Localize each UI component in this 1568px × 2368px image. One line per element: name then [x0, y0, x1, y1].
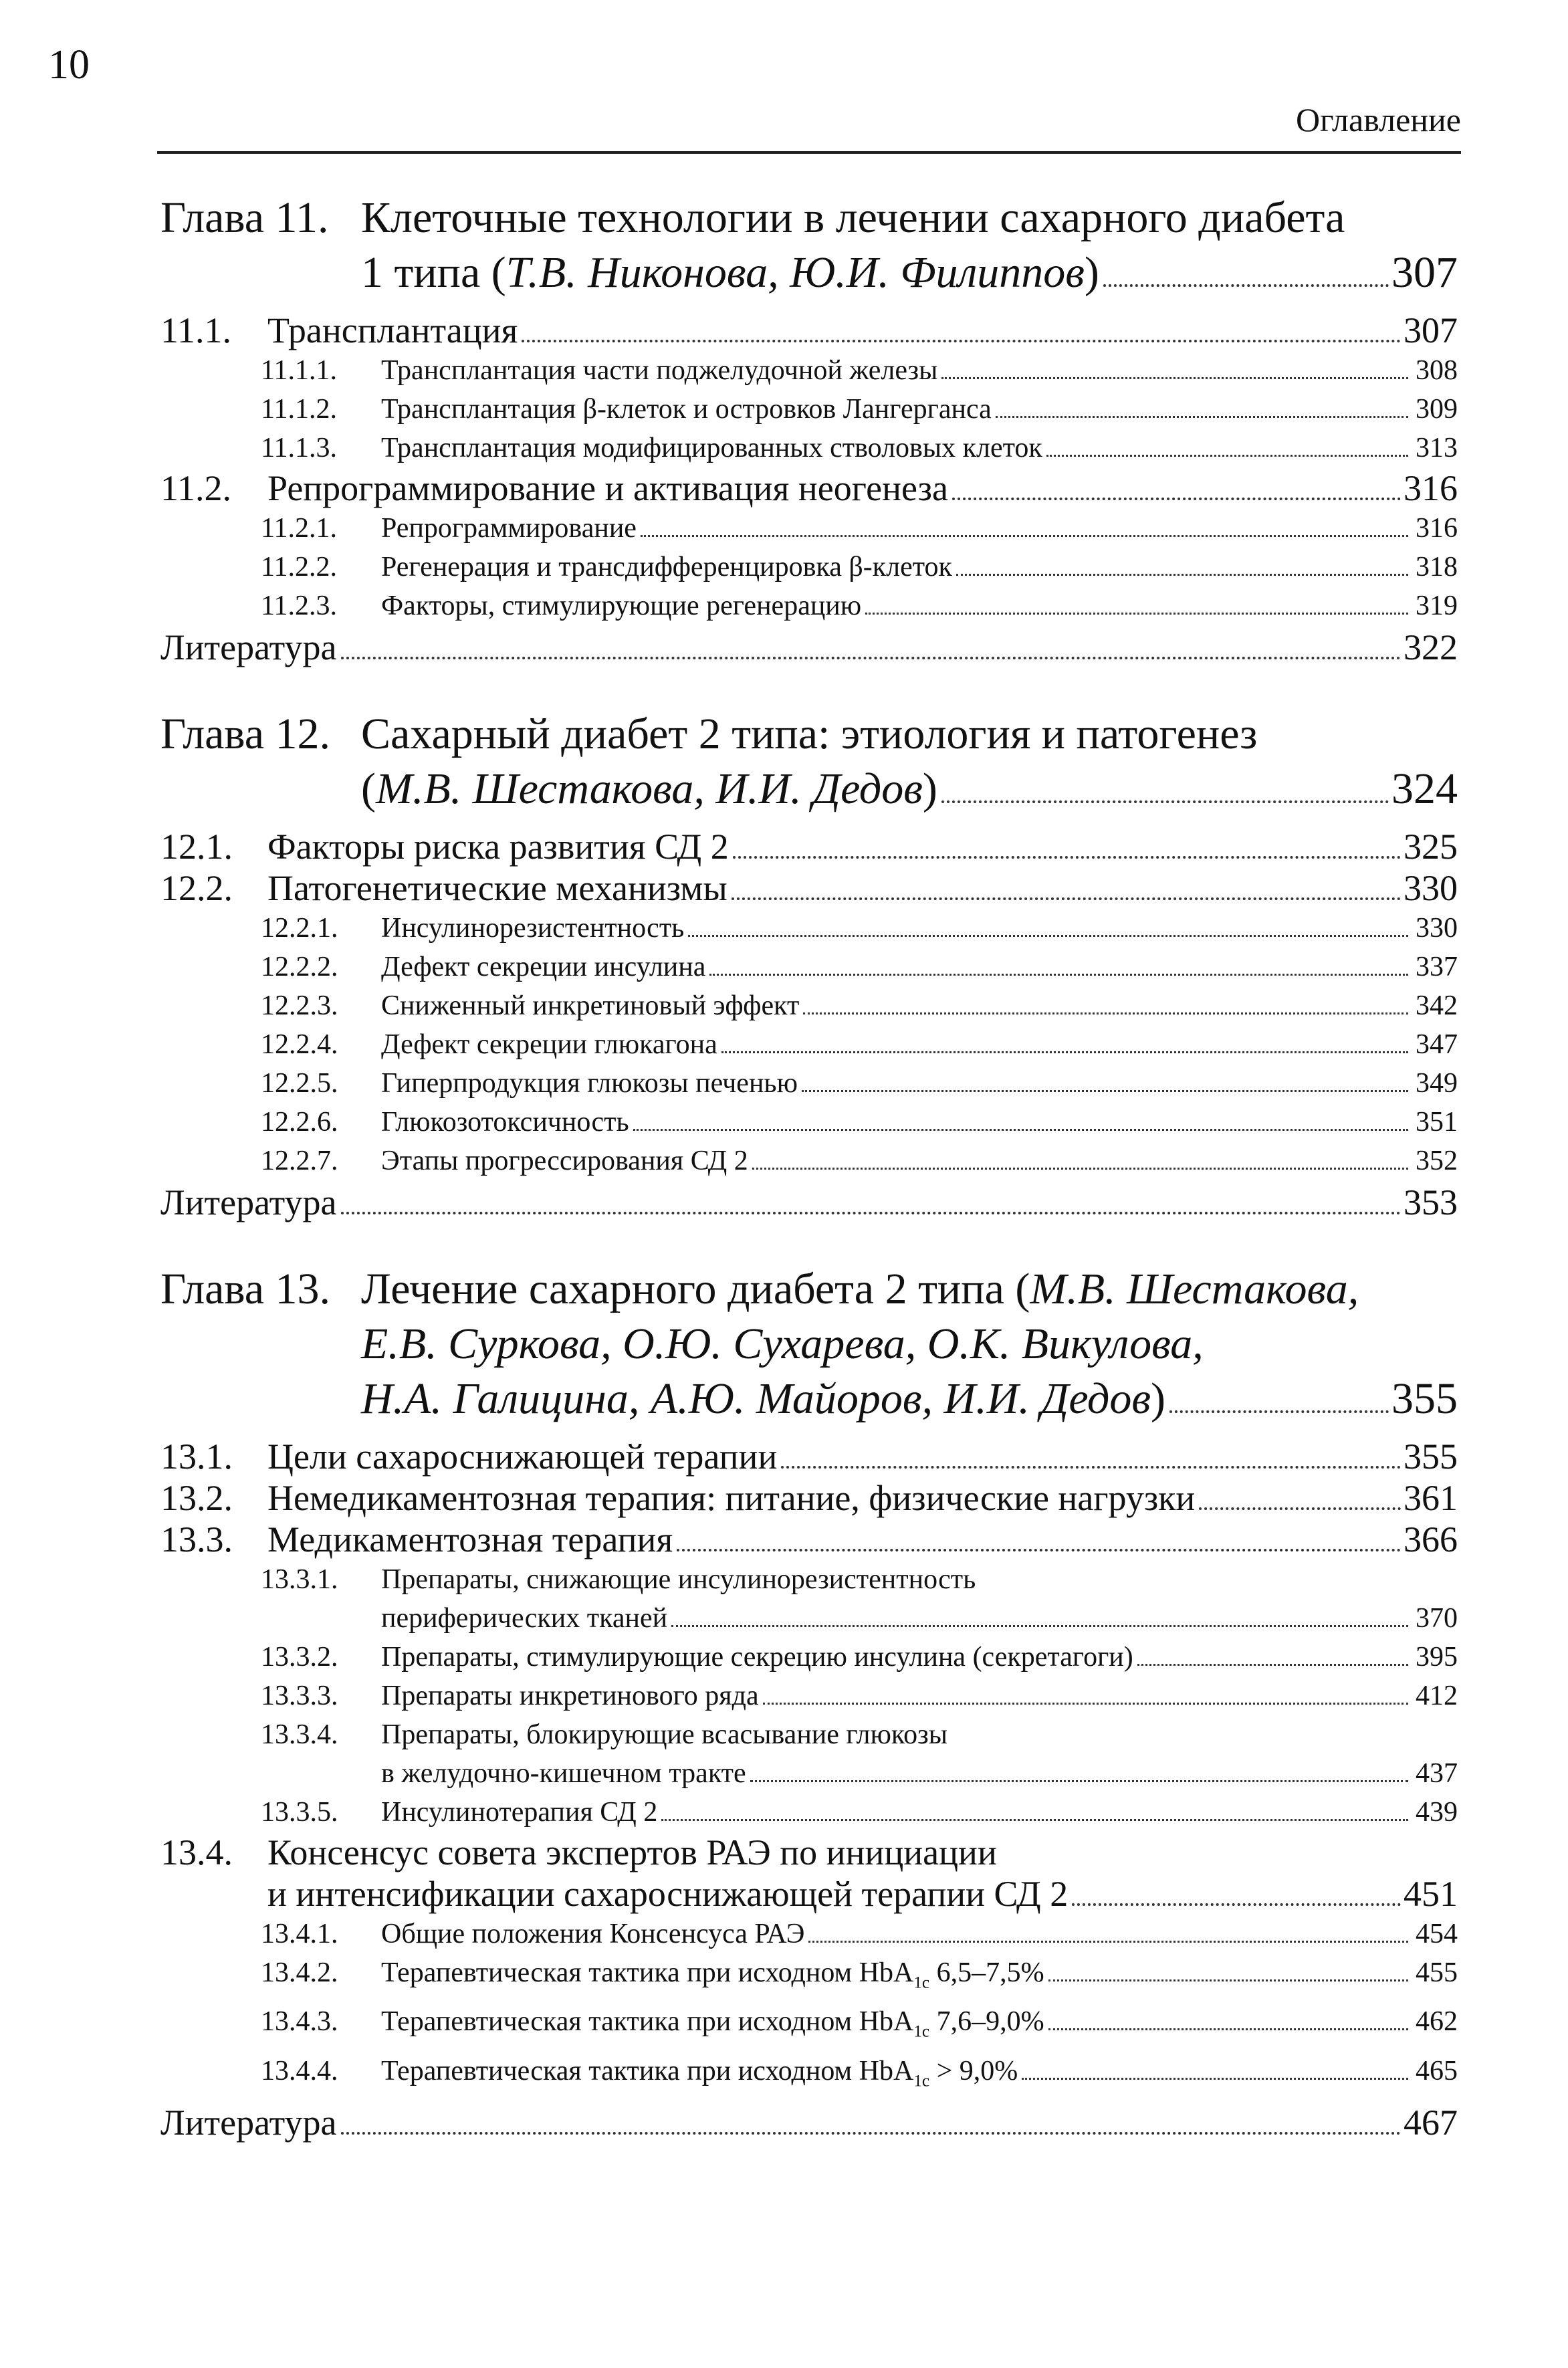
chapter-title-line: [361, 245, 1458, 300]
dot-leader: [956, 574, 1408, 576]
toc-entry[interactable]: [160, 948, 1458, 986]
dot-leader: [1046, 455, 1408, 457]
literature-page: 353: [1404, 1182, 1458, 1222]
dot-leader: [688, 935, 1408, 937]
section-number: 13.3.1.: [261, 1564, 338, 1595]
dot-leader: [808, 1941, 1408, 1943]
section-number: 13.4.1.: [261, 1919, 338, 1949]
chapter-heading: [160, 191, 1458, 300]
section-title: и интенсификации сахароснижающей терапии СД 2: [267, 1874, 1069, 1914]
section-title: [381, 1953, 1044, 2002]
section-page: 451: [1404, 1874, 1458, 1914]
title-plain: (: [361, 764, 376, 813]
section-page: 439: [1416, 1797, 1458, 1828]
section-number: 12.2.7.: [261, 1146, 338, 1176]
section-number: 13.3.2.: [261, 1642, 338, 1673]
section-title: Дефект секреции глюкагона: [381, 1029, 717, 1060]
chapter-authors: М.В. Шестакова, И.И. Дедов: [375, 764, 923, 813]
section-number: 12.2.1.: [261, 913, 338, 944]
section-page: 412: [1416, 1681, 1458, 1711]
section-title: в желудочно-кишечном тракте: [381, 1758, 746, 1789]
section-page: 318: [1416, 552, 1458, 582]
section-title: Препараты инкретинового ряда: [381, 1681, 759, 1711]
title-plain: Лечение сахарного диабета 2 типа (: [361, 1265, 1030, 1313]
section-title: Трансплантация части поджелудочной железы: [381, 355, 938, 386]
chapter-page[interactable]: 355: [1391, 1374, 1458, 1423]
section-page: 330: [1416, 913, 1458, 944]
section-number: 11.1.3.: [261, 433, 337, 463]
section-page: 316: [1404, 468, 1458, 508]
toc-entry[interactable]: [160, 1560, 1458, 1638]
header-rule: [157, 151, 1461, 154]
section-title: Консенсус совета экспертов РАЭ по инициации: [267, 1832, 997, 1872]
toc-entry[interactable]: [160, 1915, 1458, 1953]
toc-entry[interactable]: [160, 826, 1458, 867]
section-page: 361: [1404, 1478, 1458, 1518]
section-title: Репрограммирование и активация неогенеза: [267, 468, 948, 508]
chapter-title-text: [361, 762, 937, 817]
dot-leader: [996, 416, 1408, 418]
toc-entry[interactable]: [160, 351, 1458, 390]
chapter-label: Глава 13.: [160, 1265, 331, 1313]
hba-prefix: Терапевтическая тактика при исходном HbA: [381, 2055, 914, 2086]
section-number: 13.3.4.: [261, 1719, 338, 1750]
toc-entry[interactable]: [160, 867, 1458, 909]
dot-leader: [341, 657, 1401, 659]
section-number: 13.2.: [160, 1478, 233, 1518]
section-title: Репрограммирование: [381, 513, 637, 544]
section-number: 12.2.5.: [261, 1068, 338, 1099]
dot-leader: [803, 1012, 1408, 1014]
section-title: Общие положения Консенсуса РАЭ: [381, 1919, 805, 1949]
literature-label: Литература: [160, 1182, 337, 1222]
hba-range: > 9,0%: [929, 2055, 1018, 2086]
section-page: 366: [1404, 1519, 1458, 1559]
chapter-authors: М.В. Шестакова,: [1030, 1265, 1359, 1313]
toc-entry[interactable]: [160, 1436, 1458, 1477]
toc-entry[interactable]: [160, 429, 1458, 467]
section-title-block: [381, 1560, 1458, 1638]
section-number: 13.3.5.: [261, 1797, 338, 1828]
dot-leader: [633, 1129, 1408, 1131]
table-of-contents: [160, 191, 1458, 2166]
section-page: 352: [1416, 1146, 1458, 1176]
section-number: 13.1.: [160, 1436, 233, 1477]
chapter-page[interactable]: 307: [1391, 248, 1458, 297]
chapter-label: Глава 11.: [160, 193, 329, 242]
toc-entry[interactable]: [160, 586, 1458, 625]
section-title: Препараты, стимулирующие секрецию инсулина (секретагоги): [381, 1642, 1133, 1673]
dot-leader: [802, 1090, 1408, 1092]
section-number: 12.2.2.: [261, 952, 338, 982]
chapter-authors: Т.В. Никонова, Ю.И. Филиппов: [506, 248, 1085, 297]
literature-page: 322: [1404, 627, 1458, 667]
section-number: 12.2.: [160, 868, 233, 908]
section-title: Факторы риска развития СД 2: [267, 827, 729, 867]
section-number: 11.1.: [160, 310, 231, 350]
hba-subscript: 1c: [913, 2022, 930, 2041]
toc-entry[interactable]: [160, 909, 1458, 948]
dot-leader: [709, 974, 1408, 976]
literature-entry[interactable]: [160, 1182, 1458, 1223]
section-title: Инсулинорезистентность: [381, 913, 685, 944]
dot-leader: [733, 856, 1401, 859]
toc-entry[interactable]: [160, 1638, 1458, 1677]
dot-leader: [752, 1168, 1408, 1170]
title-plain: ): [1151, 1374, 1166, 1423]
section-number: 11.1.2.: [261, 394, 337, 425]
section-page: 307: [1404, 310, 1458, 350]
dot-leader: [1072, 1903, 1401, 1906]
section-title: Трансплантация: [267, 310, 518, 350]
chapter-title-line: [361, 762, 1458, 817]
section-title-row: [381, 1754, 1458, 1793]
section-page: 347: [1416, 1029, 1458, 1060]
toc-entry[interactable]: [160, 509, 1458, 548]
dot-leader: [522, 340, 1401, 342]
section-title: Трансплантация модифицированных стволовых клеток: [381, 433, 1042, 463]
section-title: периферических тканей: [381, 1603, 668, 1634]
dot-leader: [677, 1549, 1401, 1551]
chapter-label: Глава 12.: [160, 710, 331, 758]
dot-leader: [1199, 1507, 1401, 1510]
toc-entry[interactable]: [160, 1519, 1458, 1560]
section-title: Дефект секреции инсулина: [381, 952, 706, 982]
toc-entry[interactable]: [160, 986, 1458, 1025]
dot-leader: [721, 1051, 1408, 1053]
section-title: Медикаментозная терапия: [267, 1519, 673, 1559]
toc-entry[interactable]: [160, 548, 1458, 586]
section-number: 13.4.2.: [261, 1957, 338, 1988]
literature-entry[interactable]: [160, 2102, 1458, 2143]
section-number: 13.4.4.: [261, 2055, 338, 2086]
dot-leader: [1103, 284, 1389, 287]
hba-range: 7,6–9,0%: [929, 2006, 1044, 2038]
dot-leader: [941, 377, 1408, 379]
section-title: Немедикаментозная терапия: питание, физические нагрузки: [267, 1478, 1196, 1518]
section-page: 355: [1404, 1436, 1458, 1477]
dot-leader: [1048, 1979, 1408, 1981]
section-page: 337: [1416, 952, 1458, 982]
dot-leader: [661, 1819, 1408, 1821]
dot-leader: [763, 1703, 1408, 1705]
toc-entry[interactable]: [160, 1477, 1458, 1519]
dot-leader: [641, 535, 1408, 537]
hba-range: 6,5–7,5%: [929, 1957, 1044, 1988]
chapter-authors: Н.А. Галицина, А.Ю. Майоров, И.И. Дедов: [361, 1374, 1151, 1423]
section-title: Сниженный инкретиновый эффект: [381, 990, 800, 1021]
toc-entry[interactable]: [160, 1953, 1458, 2002]
section-page: 349: [1416, 1068, 1458, 1099]
toc-entry[interactable]: [160, 2052, 1458, 2101]
dot-leader: [750, 1780, 1408, 1782]
section-page: 316: [1416, 513, 1458, 544]
section-number: 13.4.: [160, 1832, 233, 1872]
literature-label: Литература: [160, 2103, 337, 2143]
chapter-title-line: Сахарный диабет 2 типа: этиология и патогенез: [361, 710, 1258, 758]
chapter-title: [361, 191, 1458, 300]
running-title: Оглавление: [1295, 101, 1461, 138]
chapter-13: [160, 1262, 1458, 2143]
hba-prefix: Терапевтическая тактика при исходном HbA: [381, 2006, 914, 2038]
section-page: 313: [1416, 433, 1458, 463]
chapter-title-text: [361, 1372, 1165, 1426]
toc-entry[interactable]: [160, 1715, 1458, 1793]
literature-entry[interactable]: [160, 627, 1458, 668]
section-title: Гиперпродукция глюкозы печенью: [381, 1068, 798, 1099]
chapter-title-line: [361, 1262, 1458, 1317]
title-plain: ): [922, 764, 937, 813]
section-page: 370: [1416, 1603, 1458, 1634]
section-page: 351: [1416, 1107, 1458, 1138]
section-page: 462: [1416, 2006, 1458, 2038]
section-title: Регенерация и трансдифференцировка β-клеток: [381, 552, 952, 582]
section-page: 319: [1416, 590, 1458, 621]
chapter-11: [160, 191, 1458, 668]
dot-leader: [341, 1212, 1401, 1214]
section-number: 11.2.3.: [261, 590, 337, 621]
section-page: 325: [1404, 827, 1458, 867]
section-title-block: [381, 1715, 1458, 1793]
toc-entry[interactable]: [160, 1142, 1458, 1180]
section-title: Препараты, снижающие инсулинорезистентность: [381, 1564, 976, 1595]
section-page: 330: [1404, 868, 1458, 908]
section-title-row: [381, 1599, 1458, 1638]
dot-leader: [781, 1466, 1401, 1469]
section-number: 11.1.1.: [261, 355, 337, 386]
toc-entry[interactable]: [160, 1793, 1458, 1832]
hba-prefix: Терапевтическая тактика при исходном HbA: [381, 1957, 914, 1988]
page-number: 10: [48, 42, 90, 88]
section-page: 437: [1416, 1758, 1458, 1789]
chapter-heading: [160, 707, 1458, 817]
section-number: 13.3.: [160, 1519, 233, 1559]
dot-leader: [952, 498, 1401, 500]
chapter-title: [361, 1262, 1458, 1426]
chapter-title-line: Клеточные технологии в лечении сахарного диабета: [361, 193, 1345, 242]
title-plain: 1 типа (: [361, 248, 506, 297]
literature-label: Литература: [160, 627, 337, 667]
section-title: Инсулинотерапия СД 2: [381, 1797, 658, 1828]
literature-page: 467: [1404, 2103, 1458, 2143]
section-title: Трансплантация β-клеток и островков Лангерганса: [381, 394, 992, 425]
section-page: 454: [1416, 1919, 1458, 1949]
section-title: Факторы, стимулирующие регенерацию: [381, 590, 862, 621]
section-number: 13.3.3.: [261, 1681, 338, 1711]
section-number: 11.2.1.: [261, 513, 337, 544]
section-number: 12.2.6.: [261, 1107, 338, 1138]
toc-entry[interactable]: [160, 1677, 1458, 1715]
dot-leader: [1137, 1664, 1408, 1666]
section-title: Этапы прогрессирования СД 2: [381, 1146, 748, 1176]
chapter-title-text: [361, 245, 1099, 300]
dot-leader: [732, 897, 1401, 900]
dot-leader: [341, 2132, 1401, 2135]
section-title: [381, 2052, 1018, 2101]
section-title: Глюкозотоксичность: [381, 1107, 629, 1138]
section-title: [381, 2002, 1044, 2051]
section-number: 12.2.4.: [261, 1029, 338, 1060]
section-title: Патогенетические механизмы: [267, 868, 727, 908]
chapter-heading: [160, 1262, 1458, 1426]
toc-entry[interactable]: [160, 2002, 1458, 2051]
toc-entry[interactable]: [160, 1025, 1458, 1064]
chapter-title-line: [361, 1372, 1458, 1426]
chapter-authors: Е.В. Суркова, О.Ю. Сухарева, О.К. Викулова,: [361, 1319, 1204, 1368]
chapter-12: [160, 707, 1458, 1223]
toc-entry[interactable]: [160, 1103, 1458, 1142]
section-title: Цели сахароснижающей терапии: [267, 1436, 778, 1477]
chapter-page[interactable]: 324: [1391, 764, 1458, 813]
dot-leader: [1022, 2078, 1408, 2080]
section-number: 13.4.3.: [261, 2006, 338, 2038]
section-number: 11.2.: [160, 468, 231, 508]
dot-leader: [865, 613, 1408, 615]
section-title: Препараты, блокирующие всасывание глюкозы: [381, 1719, 947, 1750]
dot-leader: [1048, 2028, 1408, 2030]
section-page: 395: [1416, 1642, 1458, 1673]
dot-leader: [1169, 1410, 1389, 1413]
hba-subscript: 1c: [913, 2072, 930, 2090]
section-page: 342: [1416, 990, 1458, 1021]
section-page: 308: [1416, 355, 1458, 386]
toc-entry[interactable]: [160, 1064, 1458, 1103]
toc-entry[interactable]: [160, 467, 1458, 509]
section-title-block: [267, 1832, 1458, 1915]
title-plain: ): [1084, 248, 1099, 297]
section-number: 11.2.2.: [261, 552, 337, 582]
dot-leader: [671, 1625, 1408, 1627]
toc-entry[interactable]: [160, 390, 1458, 429]
toc-entry[interactable]: [160, 1832, 1458, 1915]
section-page: 465: [1416, 2055, 1458, 2086]
section-page: 455: [1416, 1957, 1458, 1988]
section-number: 12.2.3.: [261, 990, 338, 1021]
toc-entry[interactable]: [160, 310, 1458, 351]
hba-subscript: 1c: [913, 1973, 930, 1992]
section-page: 309: [1416, 394, 1458, 425]
section-number: 12.1.: [160, 827, 233, 867]
section-title-row: [267, 1873, 1458, 1915]
chapter-title: [361, 707, 1458, 817]
dot-leader: [941, 800, 1389, 803]
